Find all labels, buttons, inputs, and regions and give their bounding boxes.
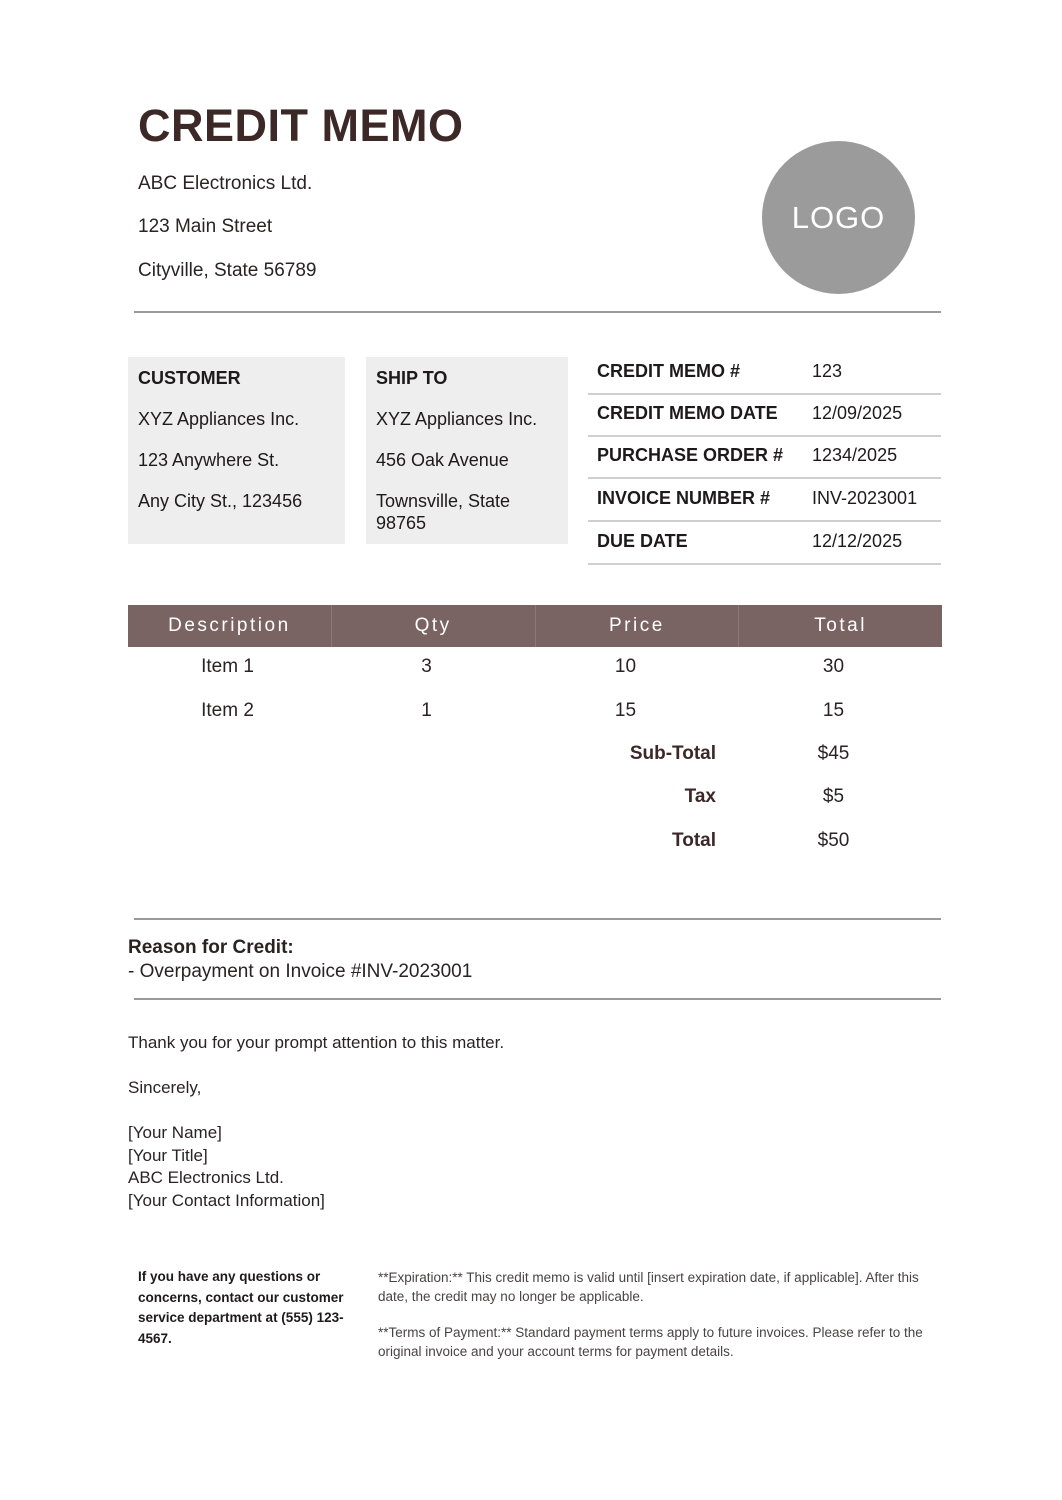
customer-line: 123 Anywhere St. <box>138 450 280 470</box>
meta-label: INVOICE NUMBER # <box>597 488 771 508</box>
meta-value: 123 <box>812 361 843 381</box>
meta-row <box>588 480 941 522</box>
cell-price: 15 <box>614 700 637 721</box>
table-row <box>128 656 942 680</box>
items-table-header <box>128 605 942 647</box>
meta-label: CREDIT MEMO # <box>597 361 741 381</box>
meta-label: PURCHASE ORDER # <box>597 445 784 465</box>
expiration-note: **Expiration:** This credit memo is valid until [insert expiration date, if applicable]. After this date, the credit may no longer be applicable. <box>378 1270 919 1304</box>
cell-qty: 3 <box>421 656 432 677</box>
ship-to-line: Townsville, State 98765 <box>376 491 511 533</box>
column-header: Description <box>128 605 332 647</box>
cell-qty: 1 <box>421 700 432 721</box>
meta-label: DUE DATE <box>597 531 688 551</box>
meta-value: 1234/2025 <box>812 445 898 465</box>
divider <box>134 918 941 920</box>
sign-off: Sincerely, <box>128 1078 202 1097</box>
company-city: Cityville, State 56789 <box>138 260 317 281</box>
signature-name: [Your Name] <box>128 1123 222 1142</box>
thanks-text: Thank you for your prompt attention to this matter. <box>128 1033 505 1052</box>
meta-value: 12/12/2025 <box>812 531 903 551</box>
tax-value: $5 <box>822 786 845 807</box>
ship-to-line: 456 Oak Avenue <box>376 450 509 470</box>
reason-text: - Overpayment on Invoice #INV-2023001 <box>128 961 473 982</box>
meta-row <box>588 353 941 395</box>
company-street: 123 Main Street <box>138 216 273 237</box>
reason-heading: Reason for Credit: <box>128 937 294 958</box>
cell-price: 10 <box>614 656 637 677</box>
tax-label: Tax <box>684 786 716 807</box>
contact-note: If you have any questions or concerns, contact our customer service department at (555) 123-4567. <box>138 1269 344 1346</box>
meta-row <box>588 437 941 479</box>
ship-to-heading: SHIP TO <box>376 368 448 388</box>
subtotal-label: Sub-Total <box>629 743 716 764</box>
signature-company: ABC Electronics Ltd. <box>128 1168 284 1187</box>
meta-value: INV-2023001 <box>812 488 918 508</box>
signature-title: [Your Title] <box>128 1145 208 1165</box>
cell-description: Item 2 <box>201 700 254 721</box>
cell-total: 30 <box>822 656 845 677</box>
subtotal-value: $45 <box>817 743 850 764</box>
ship-to-box <box>366 357 568 544</box>
meta-value: 12/09/2025 <box>812 403 903 423</box>
logo-placeholder <box>762 141 915 294</box>
customer-line: XYZ Appliances Inc. <box>138 409 300 429</box>
meta-row <box>588 523 941 565</box>
logo-text: LOGO <box>791 199 886 235</box>
divider <box>134 998 941 1000</box>
column-header: Qty <box>332 605 536 647</box>
column-header: Total <box>814 615 867 636</box>
divider <box>134 311 941 313</box>
customer-heading: CUSTOMER <box>138 368 241 388</box>
customer-line: Any City St., 123456 <box>138 491 303 511</box>
meta-row <box>588 395 941 437</box>
terms-note: **Terms of Payment:** Standard payment terms apply to future invoices. Please refer to the original invoice and your account terms for payment details. <box>378 1325 923 1359</box>
customer-box <box>128 357 345 544</box>
page-title: CREDIT MEMO <box>138 100 464 151</box>
cell-description: Item 1 <box>201 656 254 677</box>
column-header: Price <box>536 605 740 647</box>
signature-contact: [Your Contact Information] <box>128 1190 325 1210</box>
total-label: Total <box>672 830 716 851</box>
table-row <box>128 700 942 724</box>
company-name: ABC Electronics Ltd. <box>138 173 313 194</box>
meta-label: CREDIT MEMO DATE <box>597 403 778 423</box>
ship-to-line: XYZ Appliances Inc. <box>376 409 538 429</box>
total-value: $50 <box>817 830 850 851</box>
cell-total: 15 <box>822 700 845 721</box>
